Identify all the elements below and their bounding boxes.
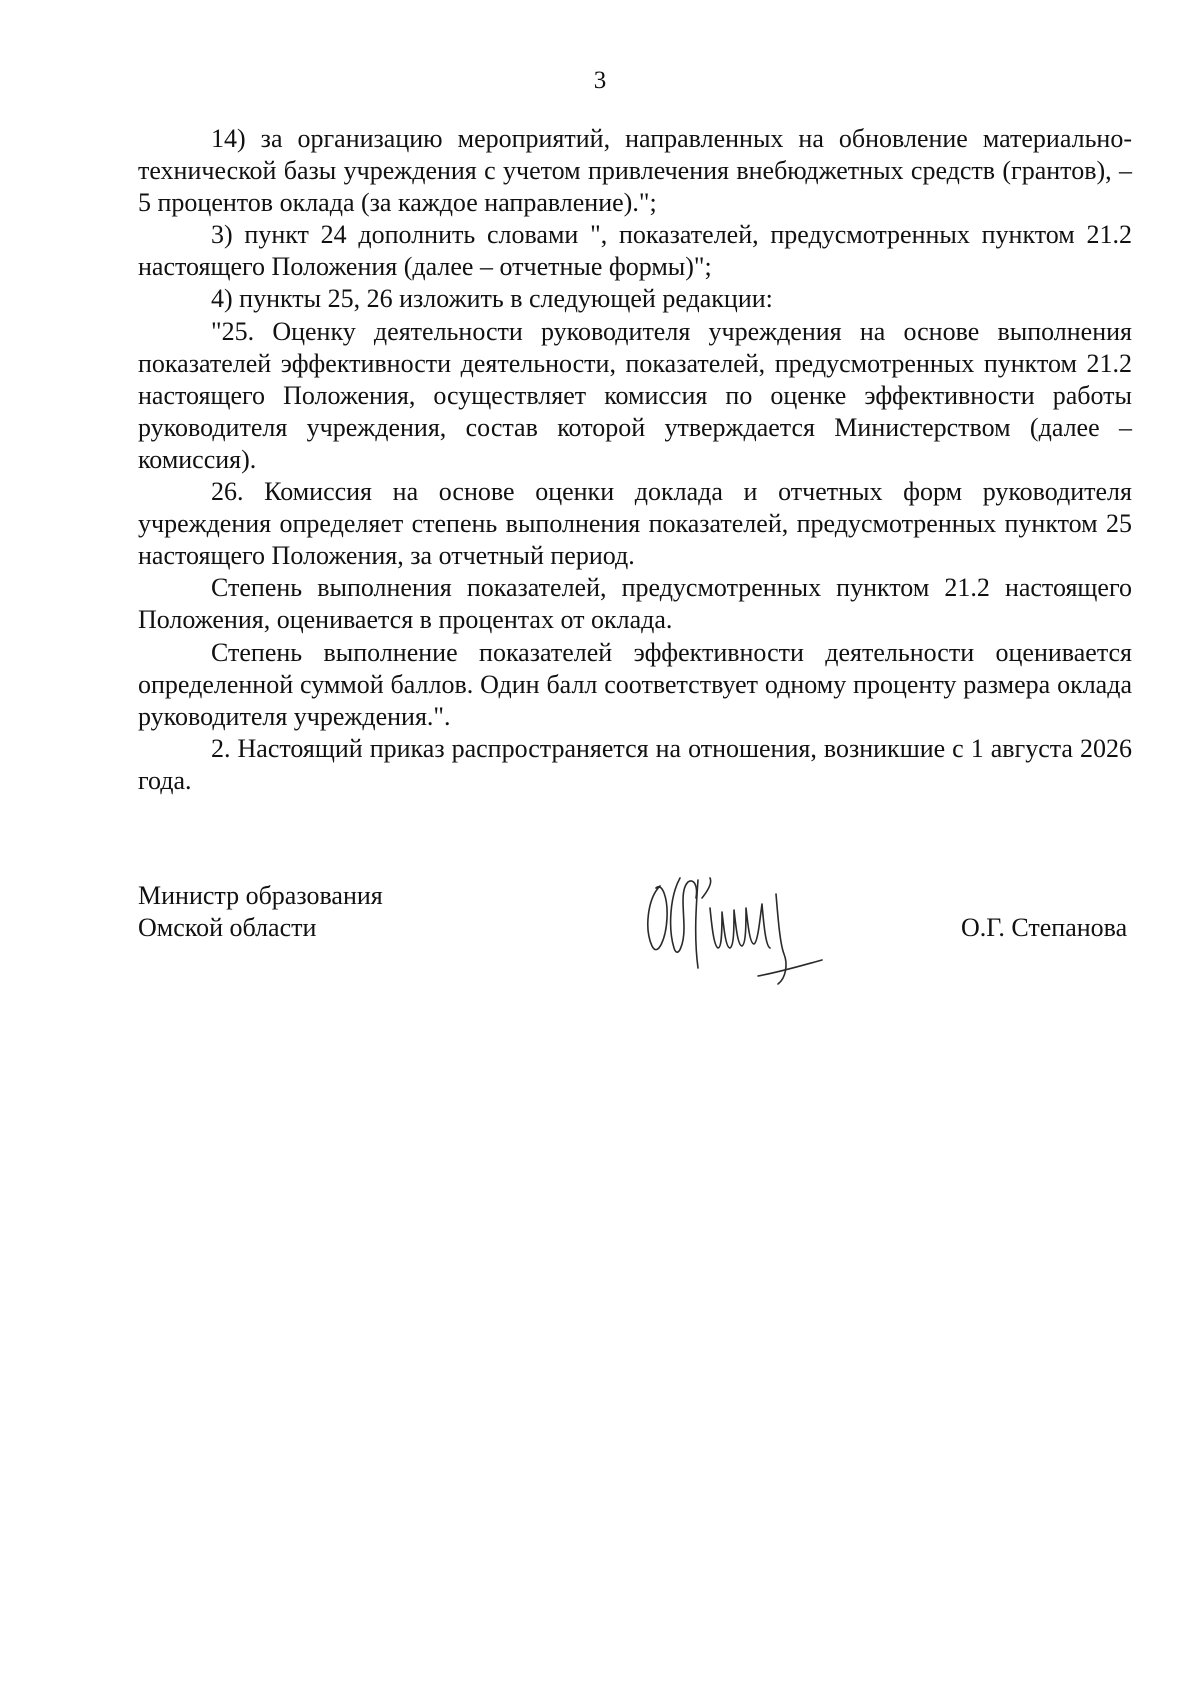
paragraph-degree-percent: Степень выполнения показателей, предусмотренных пунктом 21.2 настоящего Положения, оценивается в процентах от оклада. (138, 573, 1132, 635)
signatory-name: О.Г. Степанова (961, 913, 1128, 942)
paragraph-effective-date: 2. Настоящий приказ распространяется на отношения, возникшие с 1 августа 2026 года. (138, 733, 1132, 795)
signatory-position-line2: Омской области (138, 913, 317, 942)
paragraph-clause-4: 4) пункты 25, 26 изложить в следующей редакции: (211, 284, 773, 314)
handwritten-signature (640, 868, 830, 986)
signatory-position-line1: Министр образования (138, 881, 383, 910)
document-body (138, 123, 1132, 797)
page-number: 3 (593, 67, 607, 94)
signatory-position (138, 880, 383, 944)
paragraph-item-25: "25. Оценку деятельности руководителя учреждения на основе выполнения показателей эффективности деятельности, показателей, предусмотренных пунктом 21.2 настоящего Положения, осуществляет комиссия по оценке эффективности работы руководителя учреждения, состав которой утверждается Министерством (далее – комиссия). (138, 316, 1132, 474)
paragraph-item-26: 26. Комиссия на основе оценки доклада и отчетных форм руководителя учреждения определяет степень выполнения показателей, предусмотренных пунктом 25 настоящего Положения, за отчетный период. (138, 477, 1132, 571)
paragraph-degree-points: Степень выполнение показателей эффективности деятельности оценивается определенной суммой баллов. Один балл соответствует одному проценту размера оклада руководителя учреждения.". (138, 637, 1132, 731)
paragraph-item-14: 14) за организацию мероприятий, направленных на обновление материально-технической базы учреждения с учетом привлечения внебюджетных средств (грантов), – 5 процентов оклада (за каждое направление)."; (138, 124, 1132, 218)
paragraph-clause-3: 3) пункт 24 дополнить словами ", показателей, предусмотренных пунктом 21.2 настоящего Положения (далее – отчетные формы)"; (138, 220, 1132, 282)
